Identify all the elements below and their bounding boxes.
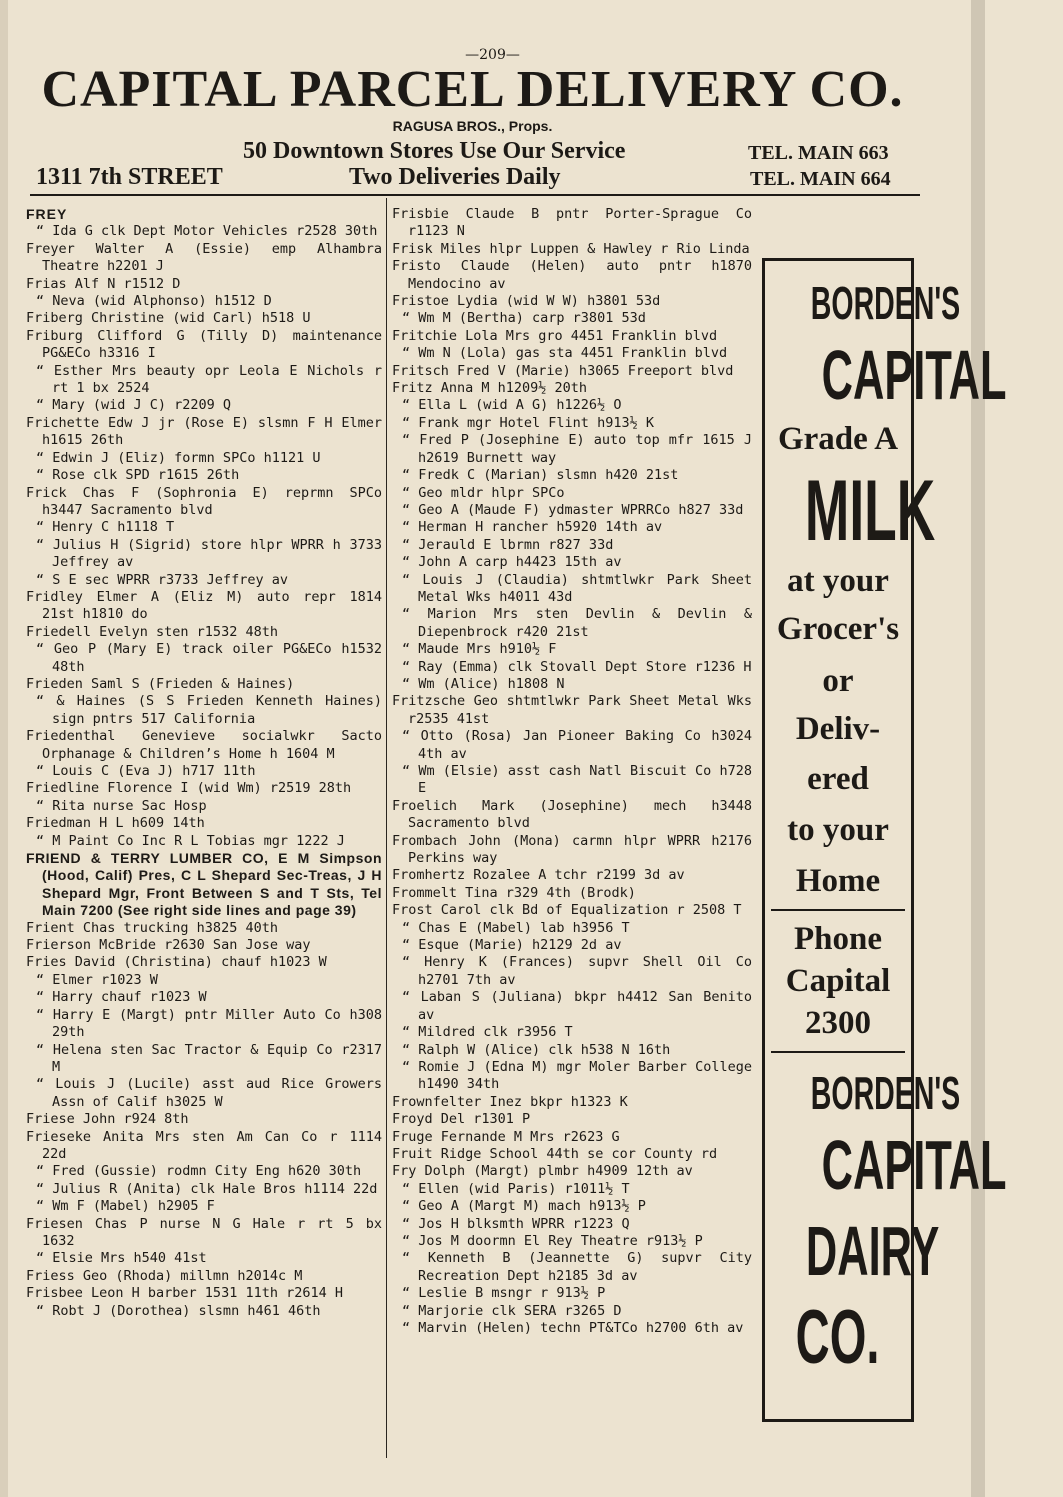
- ad-to-your: to your: [787, 812, 889, 848]
- surname-heading: FREY: [26, 206, 68, 222]
- directory-entry: “ Chas E (Mabel) lab h3956 T: [402, 919, 630, 936]
- directory-entry: “ Marion Mrs sten Devlin & Devlin & Diepenbrock r420 21st: [402, 606, 752, 640]
- directory-entry: “ Geo A (Maude F) ydmaster WPRRCo h827 33d: [402, 501, 744, 518]
- directory-entry: Fristoe Lydia (wid W W) h3801 53d: [392, 293, 661, 310]
- directory-entry: Friedell Evelyn sten r1532 48th: [26, 623, 278, 640]
- directory-entry: Freyer Walter A (Essie) emp Alhambra Theatre h2201 J: [26, 240, 382, 275]
- directory-entry: Fruit Ridge School 44th se cor County rd: [392, 1145, 718, 1162]
- directory-entry: Frichette Edw J jr (Rose E) slsmn F H Elmer h1615 26th: [26, 414, 382, 449]
- header-rule: [30, 194, 920, 196]
- directory-entry: Friedenthal Genevieve socialwkr Sacto Orphanage & Children’s Home h 1604 M: [26, 728, 382, 762]
- ad-co: CO.: [796, 1295, 880, 1380]
- directory-entry: “ & Haines (S S Frieden Kenneth Haines) sign pntrs 517 California: [36, 693, 382, 727]
- directory-entry: “ Maude Mrs h910½ F: [402, 641, 557, 658]
- ad-dairy: DAIRY: [805, 1212, 940, 1290]
- directory-entry: “ Louis C (Eva J) h717 11th: [36, 763, 256, 779]
- directory-entry: “ Wm N (Lola) gas sta 4451 Franklin blvd: [402, 345, 728, 362]
- directory-column-middle: [392, 206, 752, 1337]
- directory-entry: Fritzsche Geo shtmtlwkr Park Sheet Metal Wks r2535 41st: [392, 693, 752, 727]
- company-title: CAPITAL PARCEL DELIVERY CO.: [41, 61, 904, 118]
- directory-entry: “ Ralph W (Alice) clk h538 N 16th: [402, 1041, 671, 1058]
- directory-entry: Fritchie Lola Mrs gro 4451 Franklin blvd: [392, 327, 718, 344]
- directory-entry: “ Harry chauf r1023 W: [36, 989, 207, 1006]
- directory-entry: Frieden Saml S (Frieden & Haines): [26, 675, 295, 692]
- directory-entry: “ Wm (Elsie) asst cash Natl Biscuit Co h728 E: [402, 763, 752, 797]
- street-address: 1311 7th STREET: [36, 164, 223, 190]
- directory-entry: Fromhertz Rozalee A tchr r2199 3d av: [392, 867, 685, 884]
- ad-grade-a: Grade A: [777, 421, 899, 457]
- directory-entry: “ Ella L (wid A G) h1226½ O: [402, 397, 622, 414]
- directory-entry: “ Fred (Gussie) rodmn City Eng h620 30th: [36, 1163, 362, 1180]
- directory-entry: “ Robt J (Dorothea) slsmn h461 46th: [36, 1302, 321, 1319]
- directory-entry: “ Ida G clk Dept Motor Vehicles r2528 30th: [36, 223, 378, 240]
- tagline-stores: 50 Downtown Stores Use Our Service: [243, 138, 626, 164]
- directory-entry: Froelich Mark (Josephine) mech h3448 Sacramento blvd: [392, 797, 752, 832]
- ad-divider-2: [771, 1051, 905, 1053]
- directory-entry: Friburg Clifford G (Tilly D) maintenance PG&ECo h3316 I: [26, 327, 382, 362]
- tagline-deliveries: Two Deliveries Daily: [349, 164, 561, 190]
- directory-entry: “ Henry K (Frances) supvr Shell Oil Co h2701 7th av: [402, 954, 752, 988]
- directory-entry: “ Rose clk SPD r1615 26th: [36, 467, 240, 484]
- directory-entry: “ Marjorie clk SERA r3265 D: [402, 1302, 622, 1319]
- directory-entry: “ Esther Mrs beauty opr Leola E Nichols r rt 1 bx 2524: [36, 362, 382, 397]
- directory-entry: Friedline Florence I (wid Wm) r2519 28th: [26, 780, 352, 797]
- ad-or: or: [822, 663, 854, 699]
- company-props: RAGUSA BROS., Props.: [392, 118, 553, 134]
- directory-entry: Fries David (Christina) chauf h1023 W: [26, 954, 327, 971]
- directory-entry: “ Otto (Rosa) Jan Pioneer Baking Co h3024 4th av: [402, 728, 752, 762]
- directory-entry: “ Wm M (Bertha) carp r3801 53d: [402, 310, 646, 327]
- directory-entry: “ M Paint Co Inc R L Tobias mgr 1222 J: [36, 832, 345, 849]
- directory-entry: Frias Alf N r1512 D: [26, 275, 181, 292]
- directory-entry: Friberg Christine (wid Carl) h518 U: [26, 310, 311, 327]
- page-right-edge: [971, 0, 985, 1497]
- directory-entry: “ Ellen (wid Paris) r1011½ T: [402, 1180, 630, 1197]
- ad-capital-bottom: CAPITAL: [821, 1126, 1007, 1204]
- directory-entry: “ Jos H blksmth WPRR r1223 Q: [402, 1215, 630, 1232]
- ad-phone-number: 2300: [805, 1005, 871, 1041]
- directory-entry: “ Helena sten Sac Tractor & Equip Co r2317 M: [36, 1041, 382, 1075]
- directory-entry: Frierson McBride r2630 San Jose way: [26, 937, 311, 954]
- ad-brand-bottom: BORDEN'S: [810, 1067, 961, 1119]
- directory-entry: Friedman H L h609 14th: [26, 815, 205, 832]
- directory-entry: “ Fredk C (Marian) slsmn h420 21st: [402, 467, 679, 484]
- page-number: —209—: [465, 47, 520, 63]
- directory-entry: “ John A carp h4423 15th av: [402, 554, 622, 571]
- directory-entry: “ Louis J (Lucile) asst aud Rice Growers Assn of Calif h3025 W: [36, 1076, 382, 1110]
- ad-capital-top: CAPITAL: [821, 336, 1007, 414]
- ad-phone: Phone: [793, 921, 882, 957]
- ad-divider-1: [771, 909, 905, 911]
- directory-entry: “ Neva (wid Alphonso) h1512 D: [36, 293, 272, 310]
- directory-entry: Frost Carol clk Bd of Equalization r 2508 T: [392, 902, 742, 919]
- directory-entry: “ Louis J (Claudia) shtmtlwkr Park Sheet Metal Wks h4011 43d: [402, 571, 752, 605]
- ad-deliv: Deliv-: [795, 711, 881, 747]
- directory-entry: Froyd Del r1301 P: [392, 1111, 531, 1128]
- ad-capital-exchange: Capital: [785, 963, 891, 999]
- directory-entry: Frombach John (Mona) carmn hlpr WPRR h2176 Perkins way: [392, 832, 752, 867]
- tel-main-664: TEL. MAIN 664: [750, 168, 891, 190]
- ad-milk: MILK: [804, 463, 936, 559]
- directory-entry: “ Rita nurse Sac Hosp: [36, 797, 207, 814]
- directory-entry: “ Elmer r1023 W: [36, 971, 158, 988]
- directory-entry: “ Henry C h1118 T: [36, 519, 175, 536]
- directory-entry: “ Herman H rancher h5920 14th av: [402, 519, 663, 536]
- directory-entry: “ Geo A (Margt M) mach h913½ P: [402, 1198, 646, 1215]
- tel-main-663: TEL. MAIN 663: [748, 142, 889, 164]
- directory-entry: Friese John r924 8th: [26, 1111, 189, 1128]
- directory-entry: “ Ray (Emma) clk Stovall Dept Store r1236 H: [402, 658, 752, 675]
- directory-entry: “ Geo mldr hlpr SPCo: [402, 484, 565, 501]
- directory-entry: “ Fred P (Josephine E) auto top mfr 1615 J h2619 Burnett way: [402, 432, 752, 466]
- directory-entry: “ Marvin (Helen) techn PT&TCo h2700 6th av: [402, 1320, 744, 1336]
- directory-entry: “ Elsie Mrs h540 41st: [36, 1250, 207, 1267]
- directory-entry: Fristo Claude (Helen) auto pntr h1870 Mendocino av: [392, 258, 752, 292]
- directory-entry: “ Julius H (Sigrid) store hlpr WPRR h 3733 Jeffrey av: [36, 536, 382, 571]
- directory-entry: Fruge Fernande M Mrs r2623 G: [392, 1128, 620, 1145]
- ad-grocers: Grocer's: [776, 611, 900, 647]
- directory-entry: Frick Chas F (Sophronia E) reprmn SPCo h3447 Sacramento blvd: [26, 484, 382, 518]
- directory-entry: “ Wm (Alice) h1808 N: [402, 675, 565, 692]
- directory-column-left: [26, 206, 382, 1320]
- directory-entry: Friess Geo (Rhoda) millmn h2014c M: [26, 1267, 303, 1284]
- borden-milk-advertisement: [762, 258, 1007, 1422]
- directory-entry: Fry Dolph (Margt) plmbr h4909 12th av: [392, 1163, 693, 1180]
- directory-entry: “ Geo P (Mary E) track oiler PG&ECo h1532 48th: [36, 641, 382, 675]
- directory-entry: “ Kenneth B (Jeannette G) supvr City Recreation Dept h2185 3d av: [402, 1250, 752, 1284]
- directory-entry: “ S E sec WPRR r3733 Jeffrey av: [36, 571, 288, 588]
- directory-entry: “ Wm F (Mabel) h2905 F: [36, 1198, 215, 1215]
- directory-entry: “ Julius R (Anita) clk Hale Bros h1114 22d: [36, 1180, 378, 1197]
- directory-entry: “ Harry E (Margt) pntr Miller Auto Co h308 29th: [36, 1006, 382, 1041]
- directory-entry: Frommelt Tina r329 4th (Brodk): [392, 884, 636, 901]
- directory-entry: Fritz Anna M h1209½ 20th: [392, 380, 588, 397]
- ad-ered: ered: [807, 761, 869, 797]
- directory-entry: “ Leslie B msngr r 913½ P: [402, 1285, 606, 1302]
- directory-entry: Friesen Chas P nurse N G Hale r rt 5 bx 1632: [26, 1215, 382, 1249]
- directory-entry: Frieseke Anita Mrs sten Am Can Co r 1114 22d: [26, 1128, 382, 1162]
- directory-entry: “ Frank mgr Hotel Flint h913½ K: [402, 414, 654, 431]
- directory-entry: “ Laban S (Juliana) bkpr h4412 San Benito av: [402, 989, 752, 1023]
- directory-entry: FRIEND & TERRY LUMBER CO, E M Simpson (Hood, Calif) Pres, C L Shepard Sec-Treas, J H Shepard Mgr, Front Between S and T Sts, Tel Main 7200 (See right side lines and page 39): [26, 850, 382, 919]
- directory-entry: Frownfelter Inez bkpr h1323 K: [392, 1093, 628, 1110]
- directory-entry: Fridley Elmer A (Eliz M) auto repr 1814 21st h1810 do: [26, 588, 382, 623]
- page-binding-edge: [0, 0, 8, 1497]
- directory-entry: Frisbee Leon H barber 1531 11th r2614 H: [26, 1285, 343, 1302]
- ad-at-your: at your: [787, 563, 889, 599]
- ad-home: Home: [795, 863, 881, 899]
- column-divider: [386, 198, 387, 1458]
- directory-entry: “ Esque (Marie) h2129 2d av: [402, 937, 622, 954]
- directory-entry: Frisbie Claude B pntr Porter-Sprague Co r1123 N: [392, 206, 752, 240]
- ad-brand-top: BORDEN'S: [810, 277, 961, 329]
- directory-entry: “ Mildred clk r3956 T: [402, 1024, 573, 1041]
- directory-entry: “ Romie J (Edna M) mgr Moler Barber College h1490 34th: [402, 1058, 752, 1093]
- directory-entry: Frient Chas trucking h3825 40th: [26, 919, 278, 936]
- directory-entry: “ Edwin J (Eliz) formn SPCo h1121 U: [36, 449, 321, 466]
- directory-entry: Fritsch Fred V (Marie) h3065 Freeport blvd: [392, 362, 734, 379]
- directory-entry: “ Jos M doormn El Rey Theatre r913½ P: [402, 1232, 703, 1249]
- directory-entry: “ Mary (wid J C) r2209 Q: [36, 397, 232, 414]
- directory-entry: Frisk Miles hlpr Luppen & Hawley r Rio Linda: [392, 240, 750, 257]
- directory-entry: “ Jerauld E lbrmn r827 33d: [402, 536, 614, 553]
